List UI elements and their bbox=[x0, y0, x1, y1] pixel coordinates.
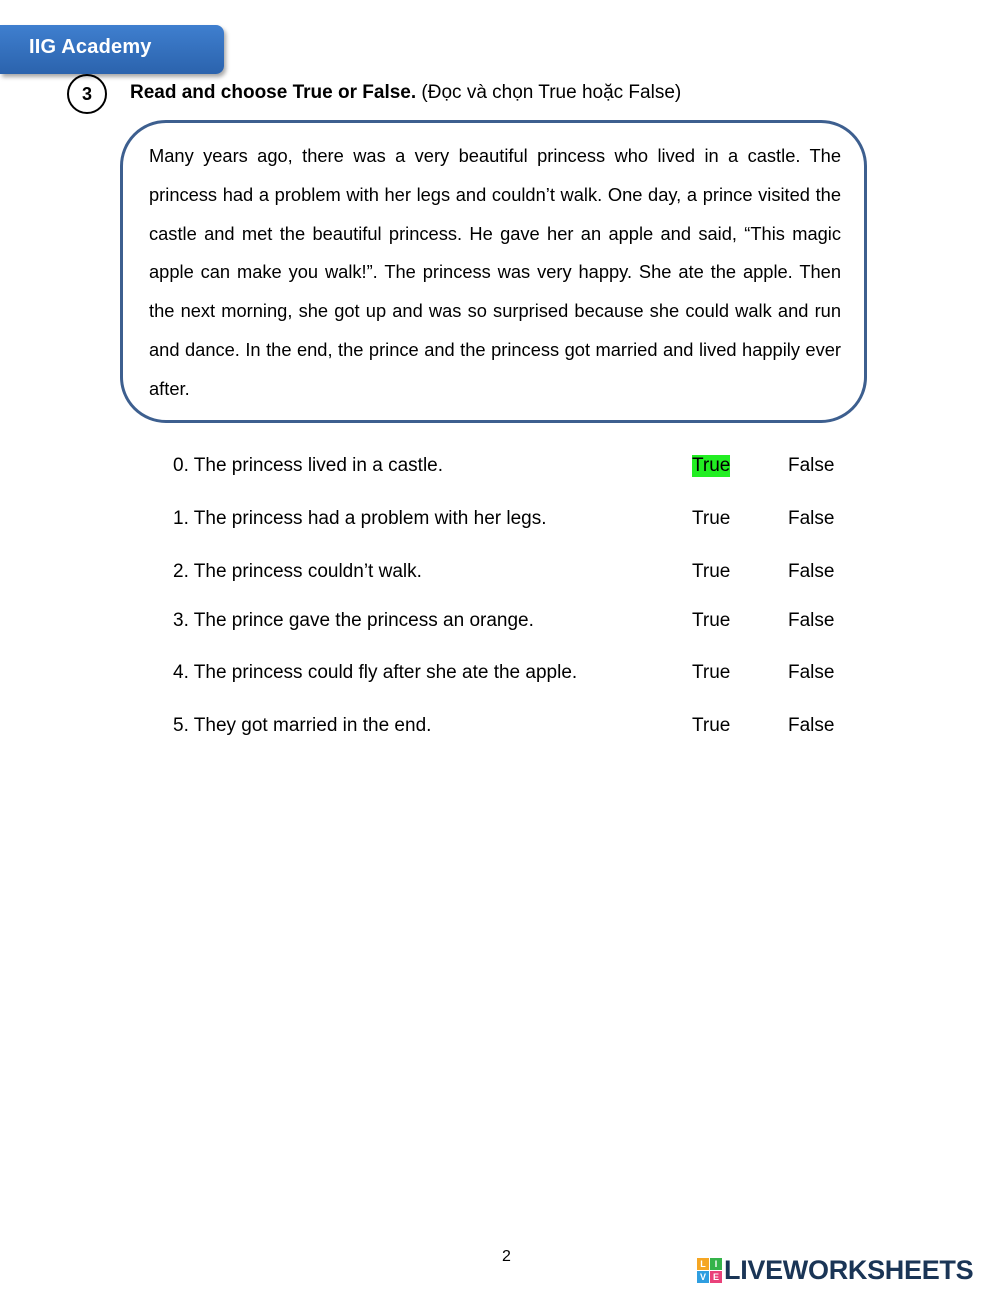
question-row-0 bbox=[173, 455, 873, 483]
brand-header-tab bbox=[0, 25, 224, 74]
question-text: 5. They got married in the end. bbox=[173, 715, 432, 736]
true-option[interactable]: True bbox=[692, 610, 731, 631]
false-option[interactable]: False bbox=[788, 662, 835, 683]
true-option[interactable]: True bbox=[692, 715, 731, 736]
question-text: 2. The princess couldn’t walk. bbox=[173, 561, 422, 582]
exercise-instruction bbox=[130, 82, 681, 104]
question-row-4 bbox=[173, 662, 873, 690]
true-option[interactable]: True bbox=[692, 508, 731, 529]
question-text: 0. The princess lived in a castle. bbox=[173, 455, 444, 476]
logo-grid-letter: V bbox=[697, 1271, 709, 1283]
question-row-2 bbox=[173, 561, 873, 589]
logo-grid-letter: I bbox=[710, 1258, 722, 1270]
true-option[interactable]: True bbox=[692, 662, 731, 683]
logo-grid-letter: E bbox=[710, 1271, 722, 1283]
logo-grid-icon bbox=[697, 1258, 722, 1283]
instruction-translation: (Đọc và chọn True hoặc False) bbox=[416, 82, 682, 103]
false-option[interactable]: False bbox=[788, 715, 835, 736]
exercise-number: 3 bbox=[81, 83, 92, 104]
exercise-number-badge bbox=[67, 74, 107, 114]
story-paragraph: Many years ago, there was a very beautiful princess who lived in a castle. The princess had a problem with her legs and couldn’t walk. One day, a prince visited the castle and met the beautiful princess. He gave her an apple and said, “This magic apple can make you walk!”. The princess was very happy. She ate the apple. Then the next morning, she got up and was so surprised because she could walk and run and dance. In the end, the prince and the princess got married and lived happily ever after. bbox=[149, 145, 841, 399]
instruction-main: Read and choose True or False. bbox=[130, 82, 417, 103]
logo-wordmark: LIVEWORKSHEETS bbox=[724, 1254, 974, 1285]
false-option[interactable]: False bbox=[788, 508, 835, 529]
liveworksheets-logo bbox=[697, 1254, 973, 1286]
question-text: 3. The prince gave the princess an orange. bbox=[173, 610, 534, 631]
true-option[interactable]: True bbox=[692, 561, 731, 582]
logo-grid-letter: L bbox=[697, 1258, 709, 1270]
true-option[interactable]: True bbox=[692, 455, 731, 476]
question-text: 4. The princess could fly after she ate the apple. bbox=[173, 662, 578, 683]
false-option[interactable]: False bbox=[788, 561, 835, 582]
question-row-5 bbox=[173, 715, 873, 743]
false-option[interactable]: False bbox=[788, 455, 835, 476]
false-option[interactable]: False bbox=[788, 610, 835, 631]
question-text: 1. The princess had a problem with her legs. bbox=[173, 508, 547, 529]
question-row-3 bbox=[173, 610, 873, 638]
page-number: 2 bbox=[502, 1248, 511, 1265]
brand-name: IIG Academy bbox=[29, 36, 152, 58]
question-row-1 bbox=[173, 508, 873, 536]
